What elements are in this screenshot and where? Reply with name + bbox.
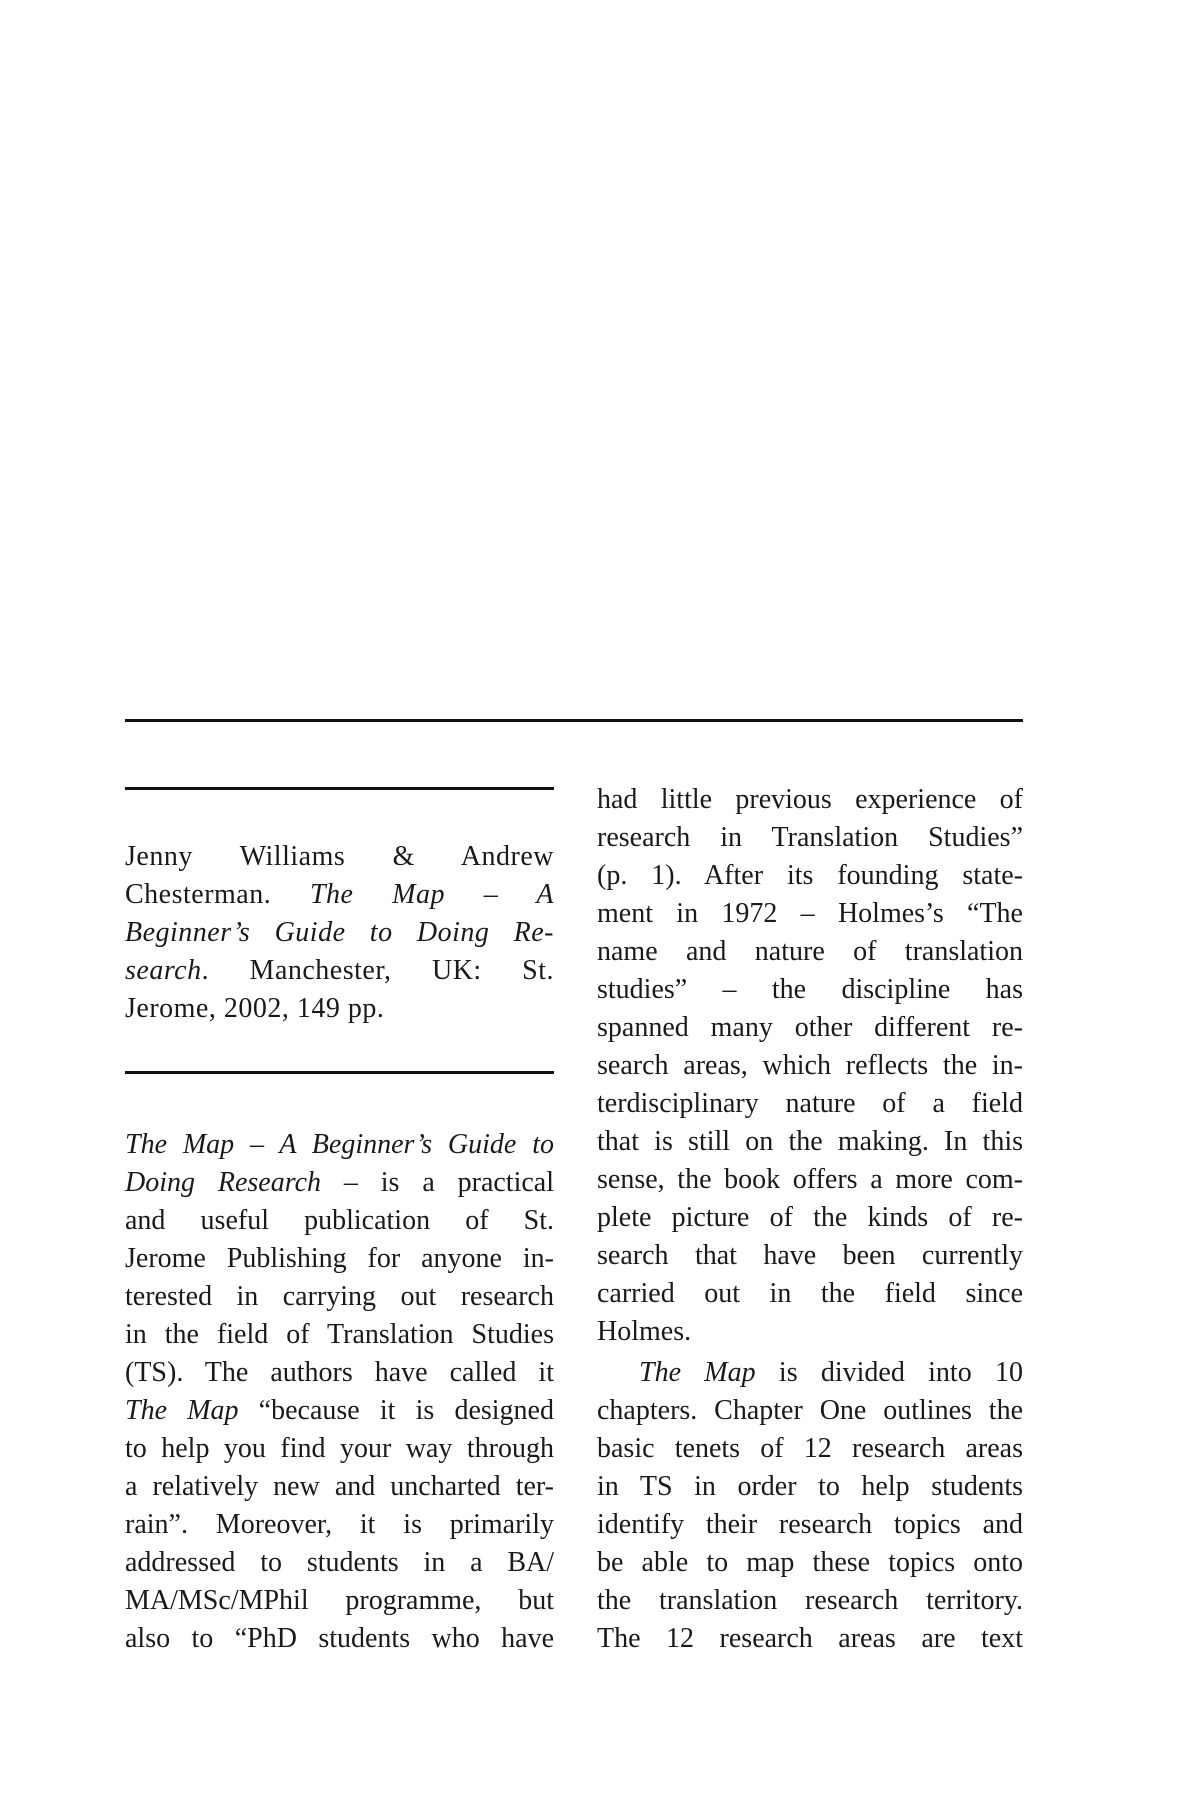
book-title: The Map — [639, 1357, 756, 1388]
book-title: The Map – A Beginner’s Guide to — [125, 1129, 554, 1160]
body-line: spanned many other different re- — [597, 1012, 1023, 1043]
citation-publisher: . Manchester, UK: St. — [201, 955, 554, 986]
citation-bottom-rule — [125, 1071, 554, 1074]
body-text: is divided into 10 — [755, 1357, 1023, 1388]
body-line: to help you find your way through — [125, 1433, 554, 1464]
body-line: had little previous experience of — [597, 784, 1023, 815]
body-line: carried out in the field since — [597, 1278, 1023, 1309]
body-line — [597, 1354, 1023, 1392]
citation-line — [125, 914, 554, 952]
citation-top-rule — [125, 787, 554, 790]
citation-line: Jenny Williams & Andrew — [125, 841, 554, 872]
body-line: Jerome Publishing for anyone in- — [125, 1243, 554, 1274]
body-line — [125, 1126, 554, 1164]
body-line: The 12 research areas are text — [597, 1623, 1023, 1654]
body-line: basic tenets of 12 research areas — [597, 1433, 1023, 1464]
citation-authors-end: Chesterman. — [125, 879, 272, 910]
body-line: and useful publication of St. — [125, 1205, 554, 1236]
body-line: (p. 1). After its founding state- — [597, 860, 1023, 891]
body-line: MA/MSc/MPhil programme, but — [125, 1585, 554, 1616]
book-citation — [125, 838, 554, 1028]
body-line: search that have been currently — [597, 1240, 1023, 1271]
body-line — [125, 1164, 554, 1202]
body-line: that is still on the making. In this — [597, 1126, 1023, 1157]
body-text: “because it is designed — [238, 1395, 554, 1426]
body-line: identify their research topics and — [597, 1509, 1023, 1540]
body-line: ment in 1972 – Holmes’s “The — [597, 898, 1023, 929]
body-line: studies” – the discipline has — [597, 974, 1023, 1005]
body-line: chapters. Chapter One outlines the — [597, 1395, 1023, 1426]
book-title: The Map — [125, 1395, 239, 1426]
body-line — [125, 1392, 554, 1430]
body-text: – is a practical — [321, 1167, 554, 1198]
body-line: search areas, which reflects the in- — [597, 1050, 1023, 1081]
body-line: rain”. Moreover, it is primarily — [125, 1509, 554, 1540]
body-line: Holmes. — [597, 1316, 692, 1347]
body-line: (TS). The authors have called it — [125, 1357, 554, 1388]
body-line: addressed to students in a BA/ — [125, 1547, 554, 1578]
book-title: Doing Research — [125, 1167, 322, 1198]
body-line: in TS in order to help students — [597, 1471, 1023, 1502]
citation-line: Jerome, 2002, 149 pp. — [125, 993, 385, 1024]
body-line: terdisciplinary nature of a field — [597, 1088, 1023, 1119]
body-line: terested in carrying out research — [125, 1281, 554, 1312]
body-line: research in Translation Studies” — [597, 822, 1023, 853]
body-line: plete picture of the kinds of re- — [597, 1202, 1023, 1233]
body-line: also to “PhD students who have — [125, 1623, 554, 1654]
book-title: Beginner’s Guide to Doing Re- — [125, 917, 554, 948]
book-title: search — [125, 955, 202, 986]
body-line: a relatively new and uncharted ter- — [125, 1471, 554, 1502]
body-line: in the field of Translation Studies — [125, 1319, 554, 1350]
body-line: sense, the book offers a more com- — [597, 1164, 1023, 1195]
left-column-body — [125, 1126, 554, 1658]
body-line: be able to map these topics onto — [597, 1547, 1023, 1578]
right-column-body — [597, 781, 1023, 1658]
top-rule — [125, 719, 1023, 722]
citation-line — [125, 952, 554, 990]
body-line: the translation research territory. — [597, 1585, 1023, 1616]
book-title: The Map – A — [309, 879, 555, 910]
body-line: name and nature of translation — [597, 936, 1023, 967]
citation-line — [125, 876, 554, 914]
